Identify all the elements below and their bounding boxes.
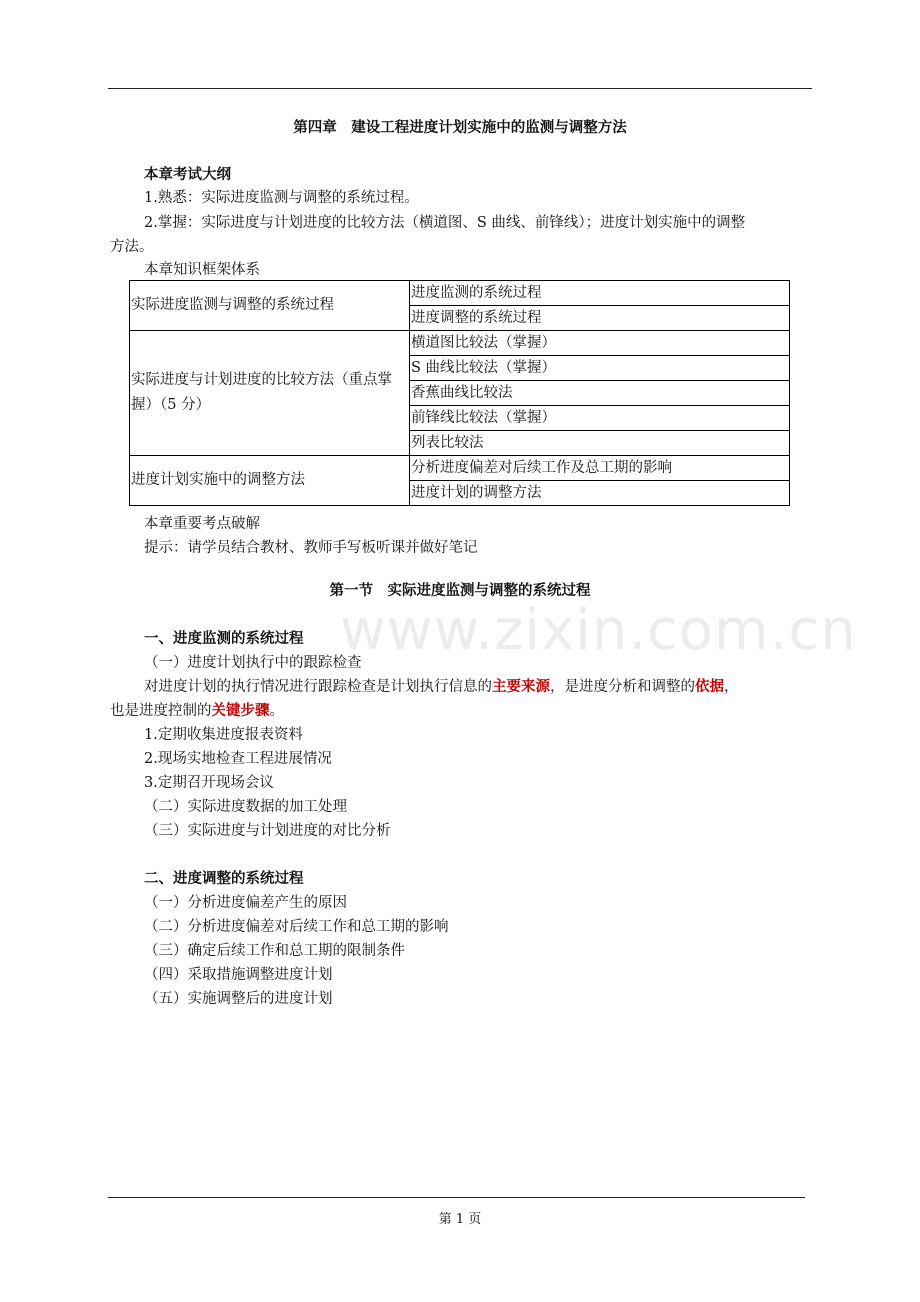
syllabus-item-1: 1.熟悉：实际进度监测与调整的系统过程。 — [144, 190, 419, 206]
subtopic-cell: 香蕉曲线比较法 — [410, 381, 790, 406]
highlight-basis: 依据 — [695, 678, 724, 695]
top-rule — [108, 88, 812, 89]
table-row — [130, 281, 790, 306]
watermark: www.zixin.com.cn — [340, 598, 857, 663]
list-item: （三）确定后续工作和总工期的限制条件 — [144, 943, 405, 959]
list-item: 1.定期收集进度报表资料 — [144, 727, 303, 743]
footer-rule — [108, 1197, 805, 1198]
body-paragraph-line1 — [144, 675, 739, 696]
body-paragraph-line2 — [110, 699, 284, 720]
subtopic-cell: S 曲线比较法（掌握） — [410, 356, 790, 381]
subtopic-cell: 进度监测的系统过程 — [410, 281, 790, 306]
list-item: （一）分析进度偏差产生的原因 — [144, 895, 347, 911]
syllabus-item-2-line2: 方法。 — [110, 239, 154, 255]
part1-sub2: （二）实际进度数据的加工处理 — [144, 799, 347, 815]
topic-cell: 实际进度与计划进度的比较方法（重点掌握）（5 分） — [130, 331, 410, 456]
subtopic-cell: 进度调整的系统过程 — [410, 306, 790, 331]
highlight-main-source: 主要来源 — [492, 678, 550, 695]
para-text: 对进度计划的执行情况进行跟踪检查是计划执行信息的 — [144, 679, 492, 695]
table-row — [130, 456, 790, 481]
key-points-heading: 本章重要考点破解 — [144, 516, 260, 532]
para-text: ， — [724, 679, 739, 695]
highlight-key-step: 关键步骤 — [211, 702, 270, 719]
topic-cell: 进度计划实施中的调整方法 — [130, 456, 410, 506]
list-item: （四）采取措施调整进度计划 — [144, 967, 333, 983]
subtopic-cell: 前锋线比较法（掌握） — [410, 406, 790, 431]
list-item: （二）分析进度偏差对后续工作和总工期的影响 — [144, 919, 449, 935]
subtopic-cell: 分析进度偏差对后续工作及总工期的影响 — [410, 456, 790, 481]
list-item: （五）实施调整后的进度计划 — [144, 991, 333, 1007]
part2-heading: 二、进度调整的系统过程 — [144, 870, 304, 887]
framework-heading: 本章知识框架体系 — [144, 262, 260, 278]
para-text: 。 — [269, 703, 284, 719]
para-text: ，是进度分析和调整的 — [550, 679, 695, 695]
subtopic-cell: 横道图比较法（掌握） — [410, 331, 790, 356]
syllabus-heading: 本章考试大纲 — [144, 166, 231, 183]
page-number: 第 1 页 — [438, 1212, 482, 1227]
part1-sub1: （一）进度计划执行中的跟踪检查 — [144, 655, 362, 671]
syllabus-item-2-line1: 2.掌握：实际进度与计划进度的比较方法（横道图、S 曲线、前锋线）；进度计划实施中的调整 — [144, 215, 746, 231]
topic-cell: 实际进度监测与调整的系统过程 — [130, 281, 410, 331]
section-title: 第一节 实际进度监测与调整的系统过程 — [329, 582, 591, 599]
subtopic-cell: 列表比较法 — [410, 431, 790, 456]
list-item: 2.现场实地检查工程进展情况 — [144, 751, 332, 767]
part1-heading: 一、进度监测的系统过程 — [144, 630, 304, 647]
para-text: 也是进度控制的 — [110, 703, 212, 719]
list-item: 3.定期召开现场会议 — [144, 775, 274, 791]
subtopic-cell: 进度计划的调整方法 — [410, 481, 790, 506]
tip-text: 提示：请学员结合教材、教师手写板听课并做好笔记 — [144, 540, 478, 556]
part1-sub3: （三）实际进度与计划进度的对比分析 — [144, 823, 391, 839]
framework-table — [129, 280, 790, 506]
table-row — [130, 331, 790, 356]
chapter-title: 第四章 建设工程进度计划实施中的监测与调整方法 — [293, 119, 627, 136]
